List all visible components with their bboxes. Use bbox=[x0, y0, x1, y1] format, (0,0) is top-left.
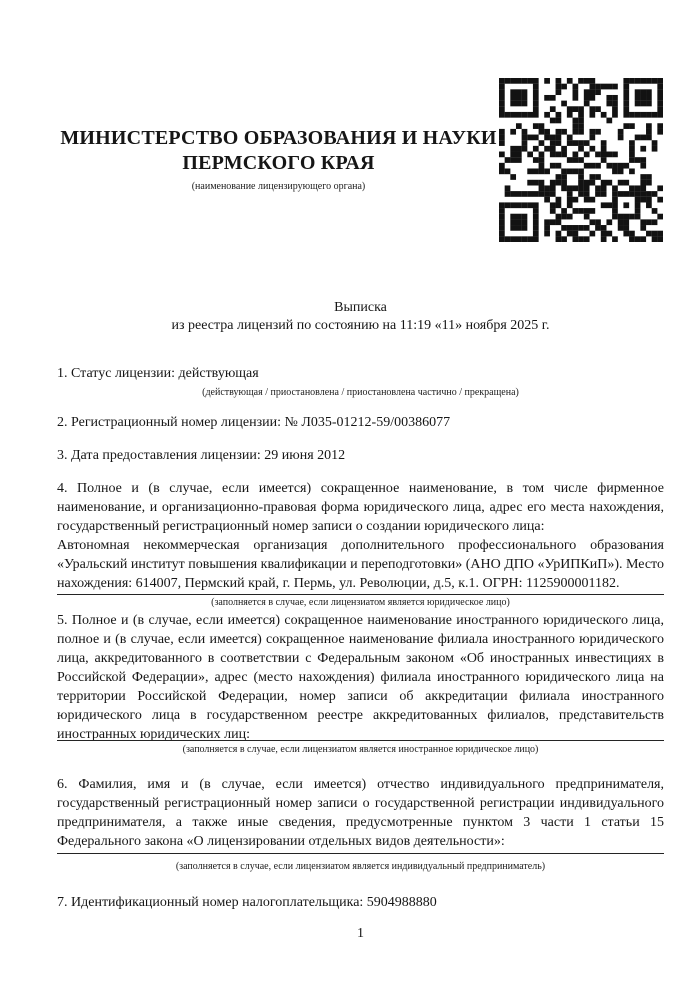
qr-code bbox=[499, 78, 663, 242]
ministry-name-line2: ПЕРМСКОГО КРАЯ bbox=[182, 152, 375, 174]
legal-entity-caption: (заполняется в случае, если лицензиатом является юридическое лицо) bbox=[211, 597, 510, 608]
document-title-line2: из реестра лицензий по состоянию на 11:19 «11» ноября 2025 г. bbox=[171, 318, 550, 333]
page-number: 1 bbox=[357, 926, 364, 941]
item-grant-date: 3. Дата предоставления лицензии: 29 июня 2012 bbox=[57, 448, 346, 463]
item-foreign-entity-text: 5. Полное и (в случае, если имеется) сокращенное наименование иностранного юридического лица, полное и (в случае, если имеется) сокращенное наименование филиала иностранного юридического лица, аккредитованного в соответствии с Федеральным законом «Об иностранных инвестициях в Российской Федерации», адрес (место нахождения) филиала иностранного юридического лица на территории Российской Федерации, номер записи об аккредитации филиала иностранного юридического лица в государственном реестре аккредитованных филиалов, представительств иностранных юридических лиц: bbox=[57, 613, 664, 742]
item-legal-entity-text: 4. Полное и (в случае, если имеется) сокращенное наименование, в том числе фирменное наименование, и организационно-правовая форма юридического лица, адрес его места нахождения, государственный регистрационный номер записи о создании юридического лица: bbox=[57, 481, 664, 534]
individual-entrepreneur-divider bbox=[57, 853, 664, 854]
licensing-authority-name bbox=[57, 126, 500, 176]
document-title-line1: Выписка bbox=[334, 300, 387, 315]
document-title bbox=[57, 299, 664, 335]
licensing-authority-caption: (наименование лицензирующего органа) bbox=[191, 181, 366, 192]
individual-entrepreneur-caption: (заполняется в случае, если лицензиатом является индивидуальный предприниматель) bbox=[175, 861, 546, 872]
ministry-name-line1: МИНИСТЕРСТВО ОБРАЗОВАНИЯ И НАУКИ bbox=[60, 127, 497, 149]
foreign-entity-caption: (заполняется в случае, если лицензиатом является иностранное юридическое лицо) bbox=[182, 744, 539, 755]
item-taxpayer-number: 7. Идентификационный номер налогоплательщика: 5904988880 bbox=[57, 895, 437, 910]
foreign-entity-divider bbox=[57, 740, 664, 741]
item-individual-entrepreneur-text: 6. Фамилия, имя и (в случае, если имеется) отчество индивидуального предпринимателя, государственный регистрационный номер записи о государственной регистрации индивидуального предпринимателя, а также иные сведения, предусмотренные пунктом 3 части 1 статьи 15 Федерального закона «О лицензировании отдельных видов деятельности»: bbox=[57, 777, 664, 849]
license-status-caption: (действующая / приостановлена / приостановлена частично / прекращена) bbox=[202, 387, 519, 398]
item-registration-number: 2. Регистрационный номер лицензии: № Л035-01212-59/00386077 bbox=[57, 415, 451, 430]
item-legal-entity-value: Автономная некоммерческая организация дополнительного профессионального образования «Уральский институт повышения квалификации и переподготовки» (АНО ДПО «УрИПКиП»). Место нахождения: 614007, Пермский край, г. Пермь, ул. Революции, д.5, к.1. ОГРН: 1125900001182. bbox=[57, 538, 664, 591]
legal-entity-divider bbox=[57, 594, 664, 595]
item-license-status: 1. Статус лицензии: действующая bbox=[57, 366, 259, 381]
